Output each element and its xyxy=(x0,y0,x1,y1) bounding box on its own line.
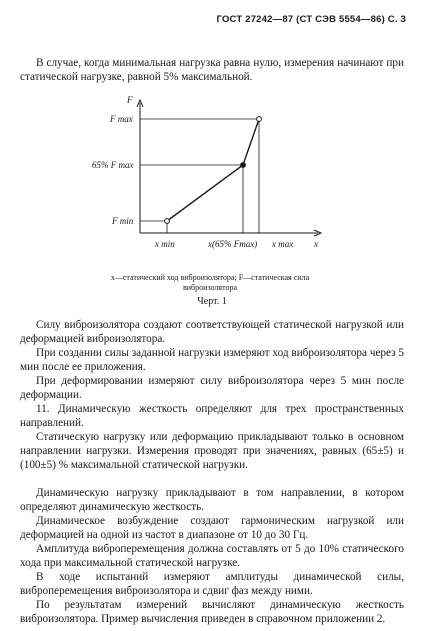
series-line xyxy=(167,119,259,221)
caption-line-2: виброизолятора xyxy=(182,283,238,292)
point-65 xyxy=(241,163,246,168)
y-tick-fmin: F min xyxy=(112,216,134,226)
paragraph-3: При деформировании измеряют силу виброизолятора через 5 мин после деформации. xyxy=(20,375,404,401)
caption-line-1: x—статический ход виброизолятора; F—статическая сила xyxy=(110,273,310,282)
x-tick-x65: x(65% Fmax) xyxy=(208,239,258,249)
paragraph-8: Амплитуда виброперемещения должна составлять от 5 до 10% статического хода при максимальной статической нагрузке. xyxy=(20,543,404,569)
paragraph-2: При создании силы заданной нагрузки измеряют ход виброизолятора через 5 мин после ее приложения. xyxy=(20,347,404,373)
paragraph-10: По результатам измерений вычисляют динамическую жесткость виброизолятора. Пример вычисления приведен в справочном приложении 2. xyxy=(20,599,404,625)
x-tick-xmax: x max xyxy=(272,239,294,249)
paragraph-4: 11. Динамическую жесткость определяют для трех пространственных направлений. xyxy=(20,403,404,429)
page-header: ГОСТ 27242—87 (СТ СЭВ 5554—86) С. 3 xyxy=(216,14,406,25)
y-tick-fmax: F max xyxy=(110,114,133,124)
y-tick-65fmax: 65% F max xyxy=(92,160,134,170)
paragraph-7: Динамическое возбуждение создают гармоническим нагрузкой или деформацией на одной из частот в диапазоне от 10 до 30 Гц. xyxy=(20,515,404,541)
figure-label: Черт. 1 xyxy=(197,296,227,307)
y-axis-label: F xyxy=(127,95,133,105)
figure-caption xyxy=(60,273,360,293)
intro-paragraph: В случае, когда минимальная нагрузка равна нулю, измерения начинают при статической нагрузке, равной 5% максимальной. xyxy=(20,57,404,83)
x-tick-xmin: x min xyxy=(155,239,175,249)
x-axis-label: x xyxy=(314,239,318,249)
paragraph-6: Динамическую нагрузку прикладывают в том направлении, в котором определяют динамическую жесткость. xyxy=(20,487,404,513)
paragraph-9: В ходе испытаний измеряют амплитуды динамической силы, виброперемещения виброизолятора и сдвиг фаз между ними. xyxy=(20,571,404,597)
point-min xyxy=(165,219,170,224)
paragraph-1: Силу виброизолятора создают соответствующей статической нагрузкой или деформацией виброизолятора. xyxy=(20,319,404,345)
paragraph-5: Статическую нагрузку или деформацию прикладывают только в основном направлении нагрузки. Измерения проводят при значениях, равных (65±5) и (100±5) % максимальной статической нагрузки. xyxy=(20,431,404,471)
point-max xyxy=(257,117,262,122)
